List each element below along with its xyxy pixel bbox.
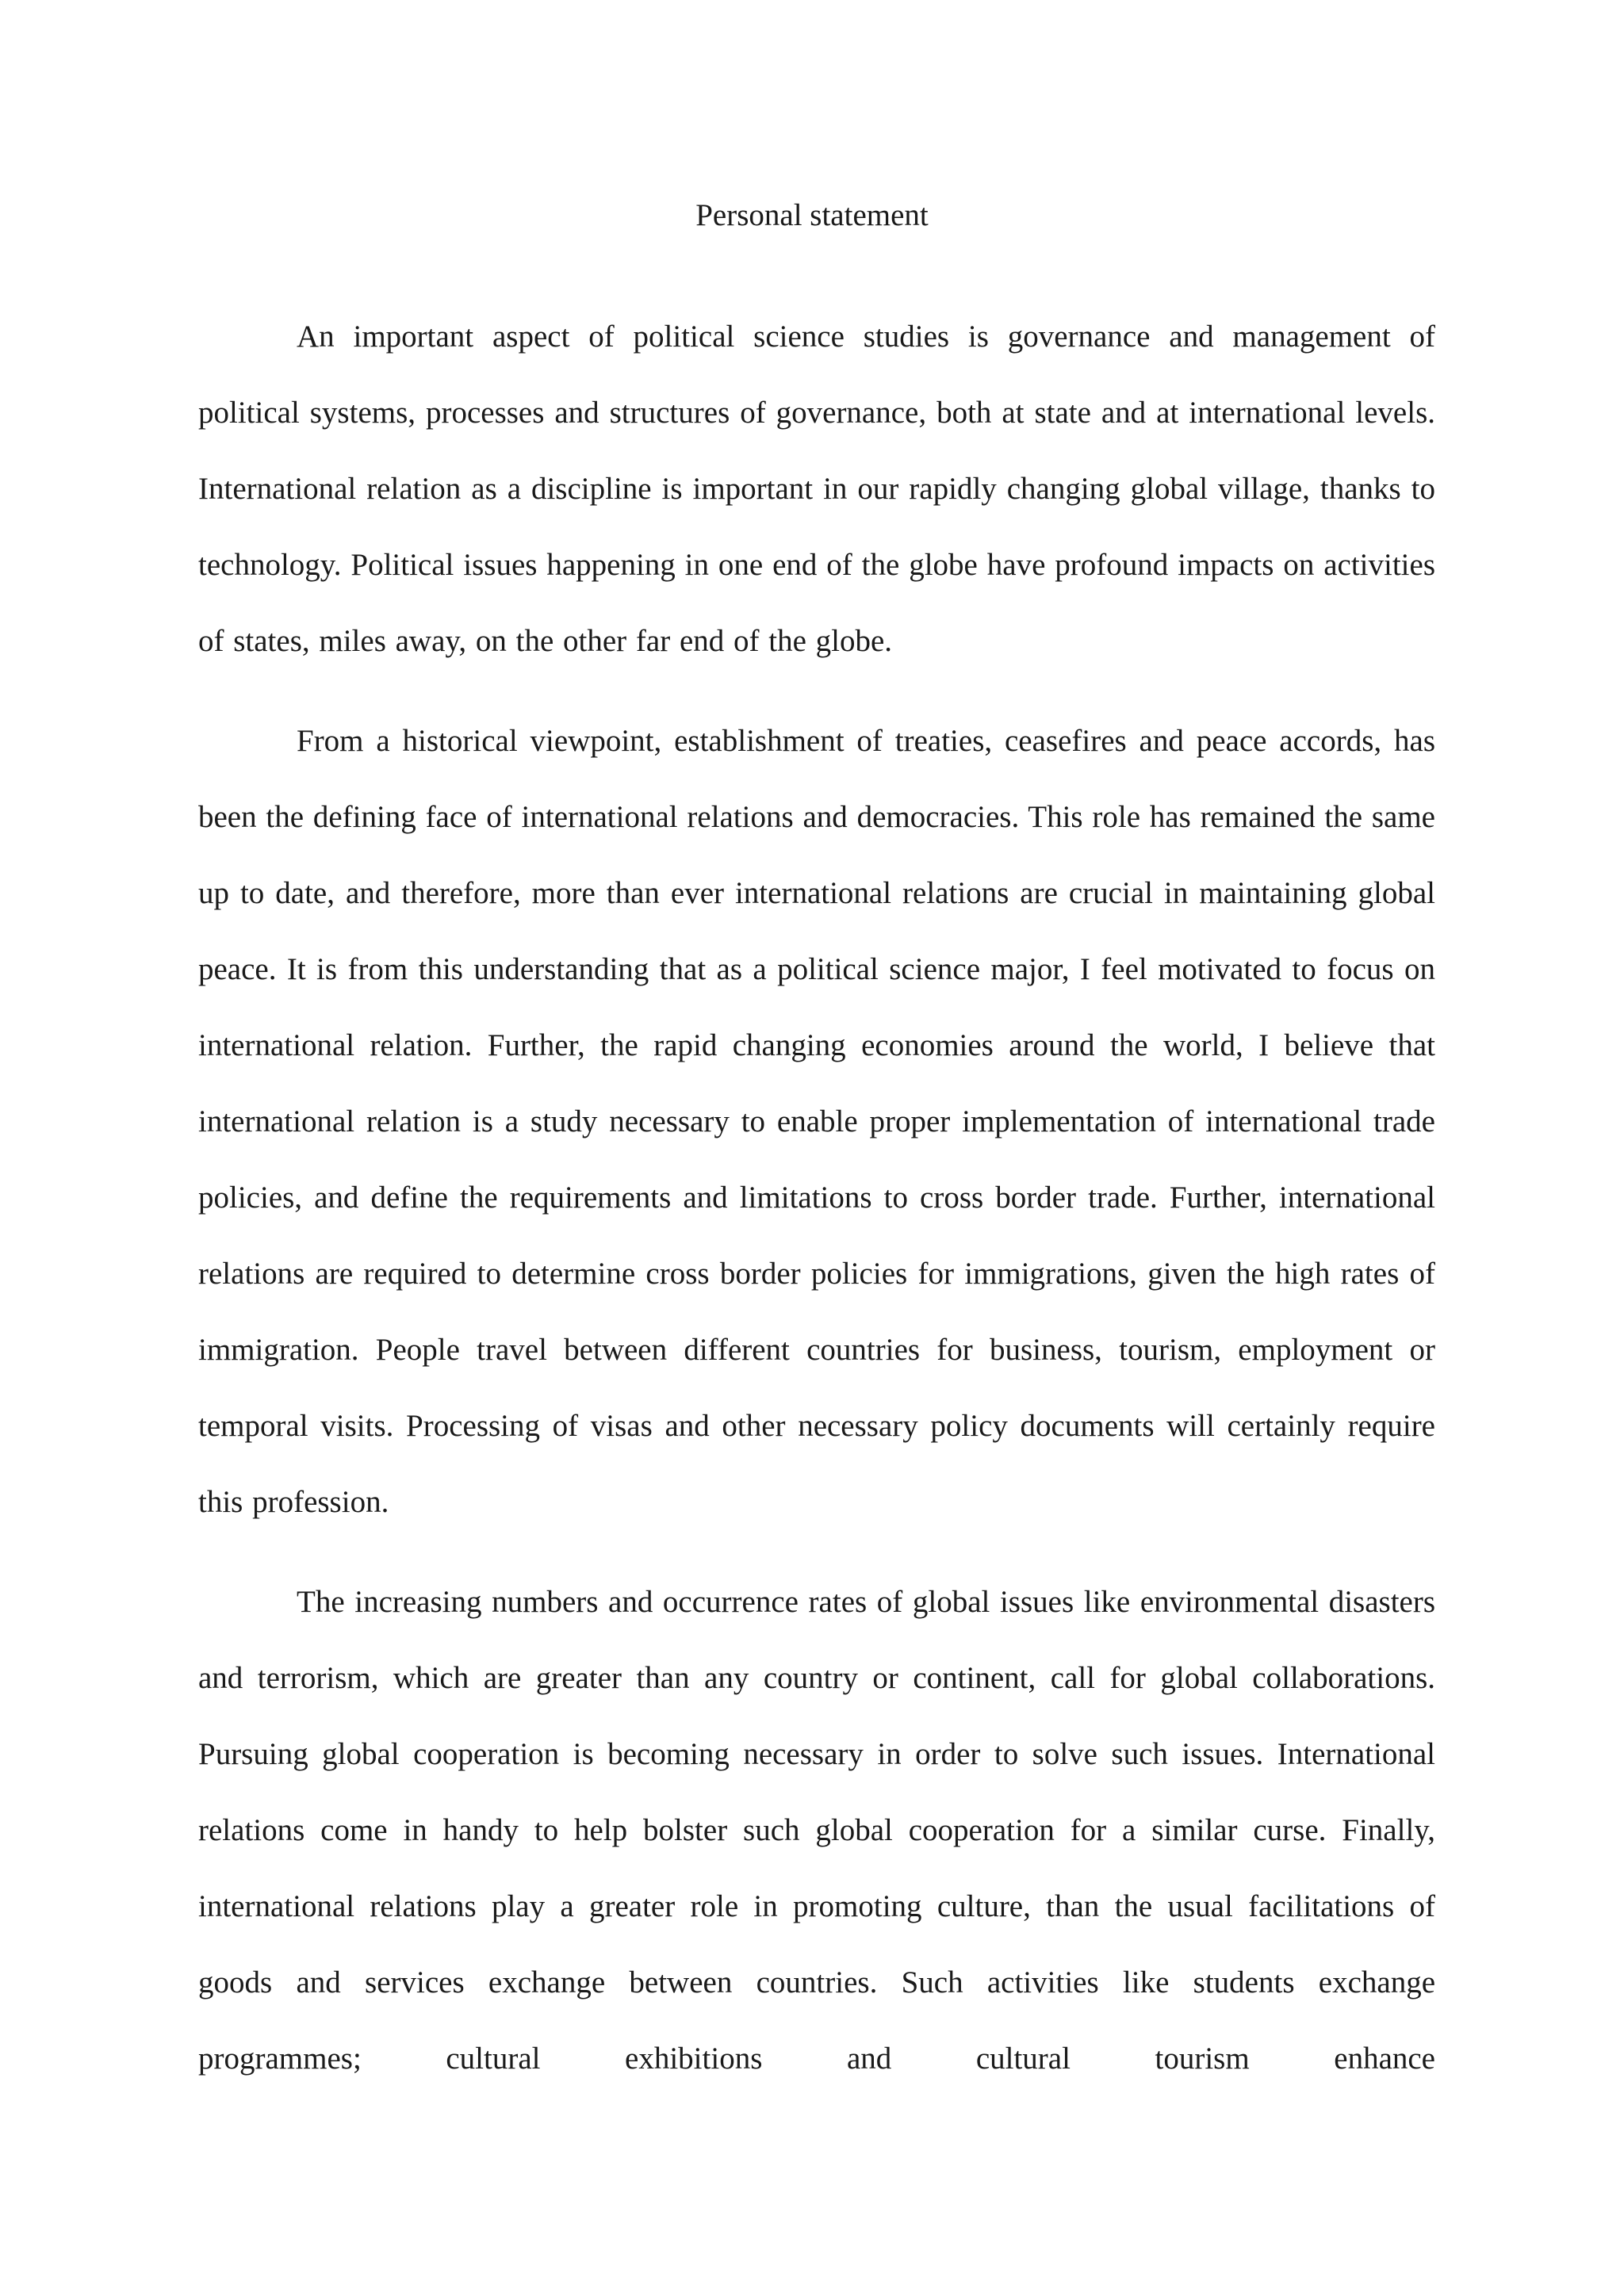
document-title: Personal statement [695,198,929,232]
paragraph-1: An important aspect of political science studies is governance and management of political systems, processes and structures of governance, both at state and at international levels. International relation as a discipline is important in our rapidly changing global village, thanks to technology. Political issues happening in one end of the globe have profound impacts on activities of states, miles away, on the other far end of the globe. [198,320,1435,658]
paragraph-2: From a historical viewpoint, establishment of treaties, ceasefires and peace accords, has been the defining face of international relations and democracies. This role has remained the same up to date, and therefore, more than ever international relations are crucial in maintaining global peace. It is from this understanding that as a political science major, I feel motivated to focus on international relation. Further, the rapid changing economies around the world, I believe that international relation is a study necessary to enable proper implementation of international trade policies, and define the requirements and limitations to cross border trade. Further, international relations are required to determine cross border policies for immigrations, given the high rates of immigration. People travel between different countries for business, tourism, employment or temporal visits. Processing of visas and other necessary policy documents will certainly require this profession. [198,724,1435,1519]
document-body [198,299,1435,2121]
paragraph-3: The increasing numbers and occurrence rates of global issues like environmental disasters and terrorism, which are greater than any country or continent, call for global collaborations. Pursuing global cooperation is becoming necessary in order to solve such issues. International relations come in handy to help bolster such global cooperation for a similar curse. Finally, international relations play a greater role in promoting culture, than the usual facilitations of goods and services exchange between countries. Such activities like students exchange programmes; cultural exhibitions and cultural tourism enhance [198,1585,1435,2076]
